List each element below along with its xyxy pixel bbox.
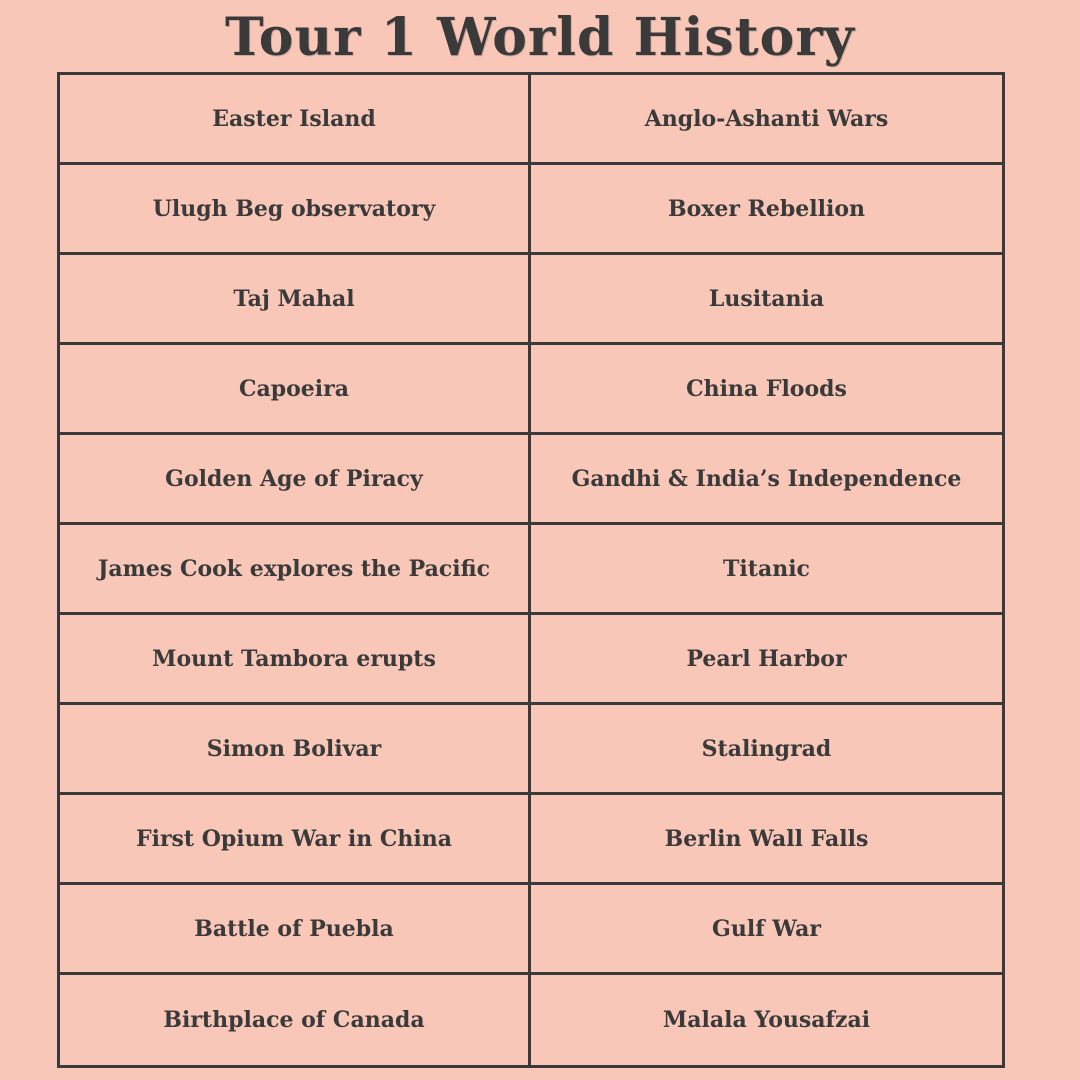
history-topics-table <box>57 72 1005 1068</box>
table-cell-right: Gandhi & India’s Independence <box>531 435 1002 525</box>
table-cell-left: Birthplace of Canada <box>60 975 531 1065</box>
page-title: Tour 1 World History <box>225 7 855 68</box>
table-cell-right: Malala Yousafzai <box>662 1007 871 1033</box>
table-cell-left: James Cook explores the Pacific <box>60 525 531 615</box>
table-cell-right: Boxer Rebellion <box>531 165 1002 255</box>
table-cell-left: Simon Bolivar <box>60 705 531 795</box>
table-cell-right: Titanic <box>531 525 1002 615</box>
table-cell-right: Pearl Harbor <box>531 615 1002 705</box>
table-cell-right: Anglo-Ashanti Wars <box>531 75 1002 165</box>
table-cell-left: Easter Island <box>60 75 531 165</box>
table-cell-right: Gulf War <box>531 885 1002 975</box>
table-cell-right: Lusitania <box>531 255 1002 345</box>
table-cell-left: Mount Tambora erupts <box>60 615 531 705</box>
table-cell-left: Battle of Puebla <box>60 885 531 975</box>
table-cell-left: Capoeira <box>60 345 531 435</box>
table-cell-left: Ulugh Beg observatory <box>60 165 531 255</box>
table-cell-right: Stalingrad <box>531 705 1002 795</box>
table-cell-left: Taj Mahal <box>60 255 531 345</box>
table-cell-right: Berlin Wall Falls <box>531 795 1002 885</box>
table-cell-left: Golden Age of Piracy <box>60 435 531 525</box>
table-cell-right: China Floods <box>531 345 1002 435</box>
table-cell-left: First Opium War in China <box>60 795 531 885</box>
